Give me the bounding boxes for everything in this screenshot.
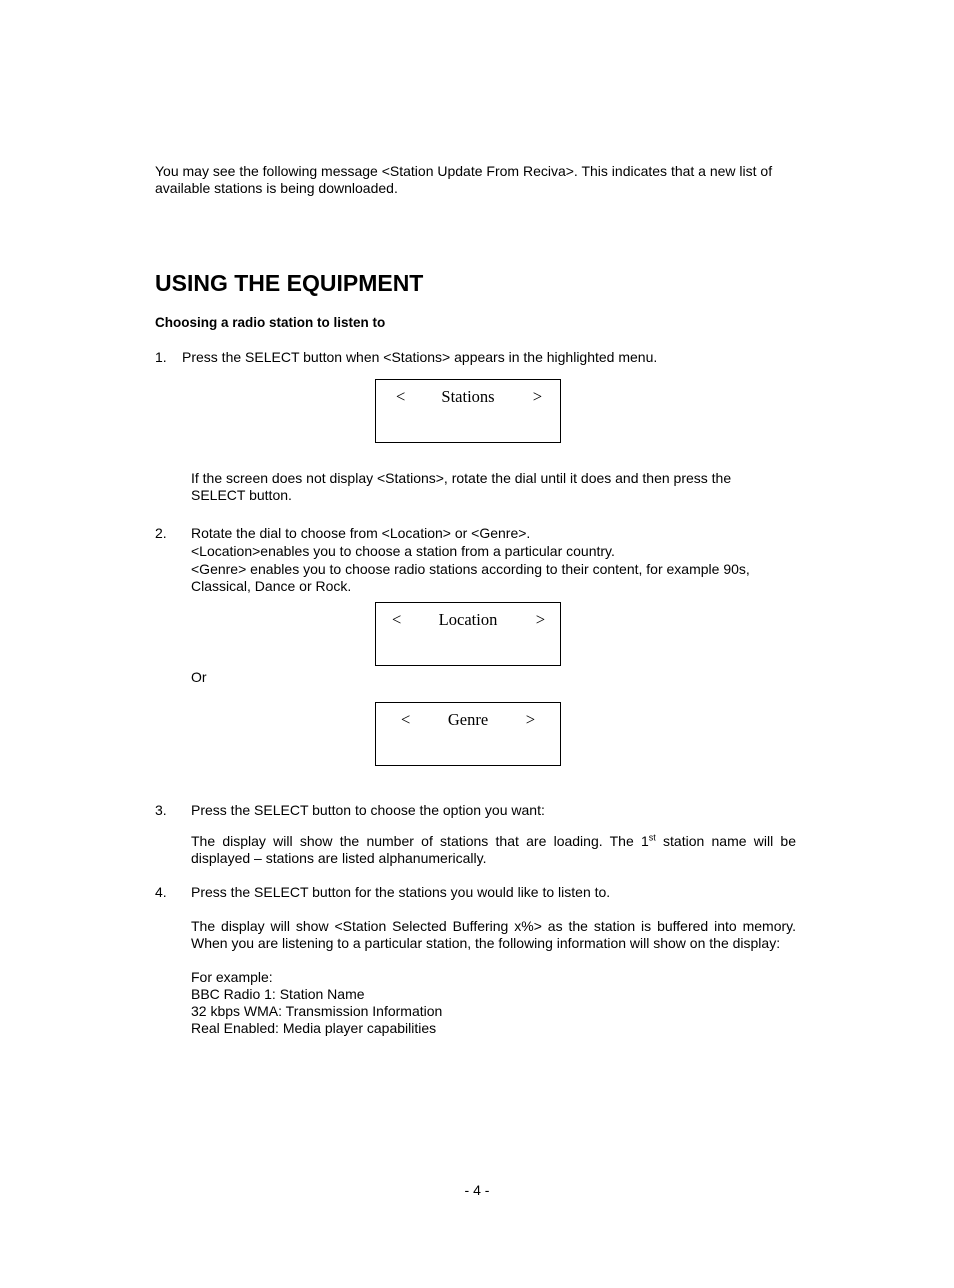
or-label: Or — [191, 669, 207, 685]
step-2-line: <Location>enables you to choose a station from a particular country. — [191, 543, 615, 559]
subsection-heading: Choosing a radio station to listen to — [155, 315, 386, 330]
page-number: - 4 - — [464, 1182, 490, 1198]
step-3-note-start: The display will show the number of stations that are loading. The 1 — [191, 833, 649, 849]
display-right-arrow: > — [535, 610, 545, 629]
step-1-note: If the screen does not display <Stations>, rotate the dial until it does and then press the SELECT button. — [191, 470, 732, 503]
step-1-number: 1. — [155, 349, 167, 365]
display-left-arrow: < — [392, 610, 402, 629]
display-right-arrow: > — [532, 387, 542, 406]
display-right-arrow: > — [525, 710, 535, 729]
display-left-arrow: < — [396, 387, 406, 406]
step-4-note: The display will show <Station Selected Buffering x%> as the station is buffered into memory. When you are listening to a particular station, the following information will show on the display: — [191, 918, 796, 951]
step-3-number: 3. — [155, 802, 167, 818]
display-left-arrow: < — [401, 710, 411, 729]
step-4-line: For example: — [191, 969, 273, 985]
step-3-note-end: station name will be displayed – stations are listed alphanumerically. — [191, 833, 796, 866]
section-heading: USING THE EQUIPMENT — [155, 270, 424, 296]
step-3-note — [191, 833, 796, 867]
step-4-number: 4. — [155, 884, 167, 900]
step-4-text: Press the SELECT button for the stations you would like to listen to. — [191, 884, 611, 900]
display-location — [375, 602, 561, 666]
display-stations — [375, 379, 561, 443]
display-label: Location — [438, 610, 498, 629]
step-4-line: 32 kbps WMA: Transmission Information — [191, 1003, 443, 1019]
ordinal-suffix: st — [648, 832, 656, 843]
display-label: Genre — [447, 710, 489, 729]
step-4-line: BBC Radio 1: Station Name — [191, 986, 365, 1002]
step-2-line: <Genre> enables you to choose radio stations according to their content, for example 90s, Classical, Dance or Rock. — [191, 561, 750, 594]
step-1-text: Press the SELECT button when <Stations> appears in the highlighted menu. — [182, 349, 658, 365]
step-2-number: 2. — [155, 525, 167, 541]
intro-paragraph: You may see the following message <Station Update From Reciva>. This indicates that a new list of available stations is being downloaded. — [155, 163, 773, 196]
display-genre — [375, 702, 561, 766]
step-4-line: Real Enabled: Media player capabilities — [191, 1020, 437, 1036]
step-2-line: Rotate the dial to choose from <Location> or <Genre>. — [191, 525, 531, 541]
display-label: Stations — [441, 387, 495, 406]
step-3-text: Press the SELECT button to choose the option you want: — [191, 802, 545, 818]
